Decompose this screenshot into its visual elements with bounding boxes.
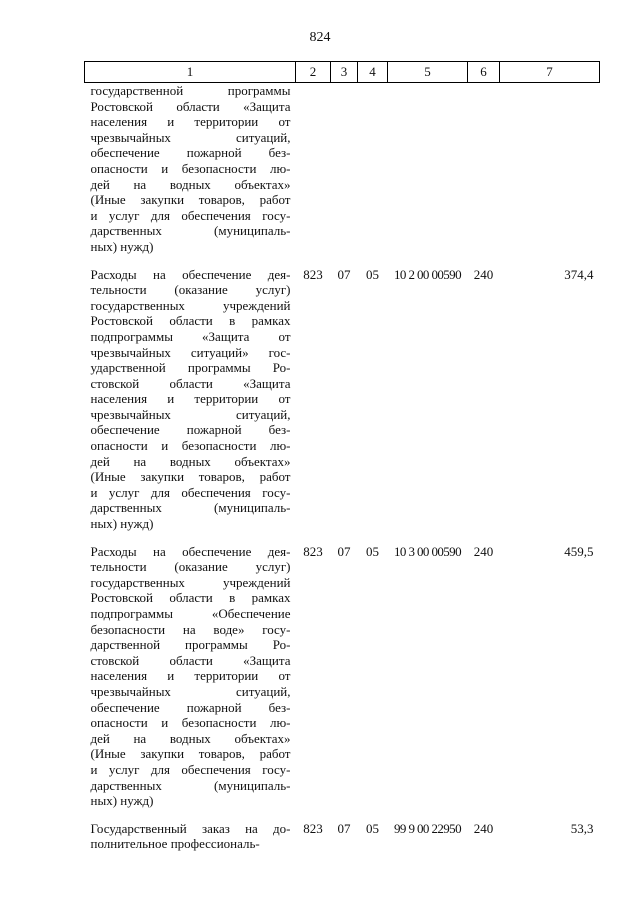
spacer-cell xyxy=(358,809,388,821)
description-line: ных) нужд) xyxy=(90,793,154,809)
word: от xyxy=(278,668,291,684)
word: на xyxy=(133,176,147,192)
word: Ростовской xyxy=(90,313,153,329)
description-line xyxy=(91,177,291,193)
table-row xyxy=(85,267,600,532)
word: Расходы xyxy=(90,266,137,282)
word: работ xyxy=(259,192,291,208)
word: рамках xyxy=(251,590,291,606)
word: на xyxy=(133,730,147,746)
word: обеспечения xyxy=(181,207,251,223)
word: закупки xyxy=(140,469,185,485)
cell-subsection xyxy=(358,83,388,255)
word: дея- xyxy=(267,543,291,559)
description-line xyxy=(91,590,291,606)
cell-target-code xyxy=(388,83,468,255)
word: населения xyxy=(90,668,148,684)
table-row xyxy=(85,821,600,852)
description-line xyxy=(91,391,291,407)
word: дарственных xyxy=(90,223,162,239)
word: территории xyxy=(194,114,259,130)
word: Государственный xyxy=(90,820,187,836)
description-line xyxy=(91,544,291,560)
description-line xyxy=(91,114,291,130)
word: заказ xyxy=(201,820,230,836)
word: и xyxy=(90,207,98,223)
word: на xyxy=(133,453,147,469)
cell-target-code: 99 9 00 22950 xyxy=(394,820,461,836)
spacer-cell xyxy=(85,809,296,821)
word: от xyxy=(278,391,291,407)
word: дарственных xyxy=(90,500,162,516)
word: для xyxy=(150,484,170,500)
word: услуг xyxy=(108,484,140,500)
word: для xyxy=(150,761,170,777)
description-line xyxy=(91,130,291,146)
word: области xyxy=(169,313,213,329)
word: «Обеспечение xyxy=(211,606,291,621)
word: и xyxy=(90,761,98,777)
header-row xyxy=(85,62,600,83)
description-line xyxy=(91,653,291,669)
row-spacer xyxy=(85,809,600,821)
word: «Защита xyxy=(243,375,291,391)
description-line xyxy=(91,746,291,762)
word: пожарной xyxy=(186,422,242,438)
description-line xyxy=(91,778,291,794)
description-line xyxy=(91,559,291,575)
word: опасности xyxy=(90,160,148,176)
spacer-cell xyxy=(331,809,358,821)
word: области xyxy=(176,98,220,114)
description-line xyxy=(91,821,291,837)
word: опасности xyxy=(90,715,148,731)
description-line xyxy=(91,606,291,622)
word: и xyxy=(167,668,175,684)
word: и xyxy=(167,114,175,130)
word: без- xyxy=(268,699,291,715)
description-line xyxy=(91,700,291,716)
word: (муниципаль- xyxy=(214,777,291,793)
word: дей xyxy=(90,176,110,192)
spacer-cell xyxy=(388,255,468,267)
word: чрезвычайных xyxy=(90,683,171,699)
row-spacer xyxy=(85,255,600,267)
word: безопасности xyxy=(90,621,166,637)
header-col-5: 5 xyxy=(388,62,468,83)
word: (муниципаль- xyxy=(214,500,291,516)
word: тельности xyxy=(90,559,147,575)
word: «Защита xyxy=(243,652,291,668)
word: подпрограммы xyxy=(90,606,173,621)
word: Расходы xyxy=(90,543,137,559)
word: Ростовской xyxy=(90,590,153,606)
word: тельности xyxy=(90,282,147,298)
spacer-cell xyxy=(331,255,358,267)
word: и xyxy=(90,484,98,500)
description-line xyxy=(91,407,291,423)
header-col-7: 7 xyxy=(500,62,600,83)
description-line xyxy=(91,438,291,454)
word: дей xyxy=(90,453,110,469)
description-line xyxy=(91,145,291,161)
spacer-cell xyxy=(500,255,600,267)
word: населения xyxy=(90,391,148,407)
word: стовской xyxy=(90,652,140,668)
description-line: полнительное профессиональ- xyxy=(90,836,260,852)
word: учреждений xyxy=(222,574,291,590)
word: в xyxy=(229,590,236,606)
word: государственных xyxy=(90,574,185,590)
word: и xyxy=(161,438,169,454)
description-line xyxy=(91,267,291,283)
word: населения xyxy=(90,114,148,130)
description-line xyxy=(91,454,291,470)
description-line xyxy=(91,99,291,115)
word: обеспечения xyxy=(181,761,251,777)
header-col-1: 1 xyxy=(85,62,296,83)
word: подпрограммы xyxy=(90,328,173,344)
word: чрезвычайных xyxy=(90,344,171,360)
cell-section: 07 xyxy=(337,543,351,559)
cell-expense-type: 240 xyxy=(473,820,494,836)
row-description xyxy=(85,821,296,852)
word: лю- xyxy=(269,160,291,176)
description-line xyxy=(91,329,291,345)
description-line xyxy=(91,208,291,224)
cell-amount: 374,4 xyxy=(564,266,594,282)
word: области xyxy=(169,590,213,606)
word: «Защита xyxy=(202,328,250,344)
cell-expense-type: 240 xyxy=(473,543,494,559)
description-line xyxy=(91,298,291,314)
budget-table xyxy=(84,61,600,852)
row-description xyxy=(85,267,296,532)
cell-section xyxy=(331,83,358,255)
description-line xyxy=(91,731,291,747)
word: дарственной xyxy=(90,637,161,653)
word: работ xyxy=(259,469,291,485)
page-number: 824 xyxy=(309,30,331,45)
description-line xyxy=(91,313,291,329)
word: водных xyxy=(169,730,211,746)
spacer-cell xyxy=(296,809,331,821)
word: учреждений xyxy=(222,297,291,313)
cell-section: 07 xyxy=(337,820,351,836)
spacer-cell xyxy=(296,255,331,267)
cell-amount: 53,3 xyxy=(570,820,594,836)
word: пожарной xyxy=(186,145,242,161)
word: дей xyxy=(90,730,110,746)
word: ситуаций» xyxy=(190,344,249,360)
word: ситуаций, xyxy=(236,406,291,422)
word: водных xyxy=(169,453,211,469)
header-col-2: 2 xyxy=(296,62,331,83)
spacer-cell xyxy=(296,532,331,544)
word: работ xyxy=(259,746,291,762)
description-line xyxy=(91,575,291,591)
cell-subsection: 05 xyxy=(366,820,379,836)
spacer-cell xyxy=(500,532,600,544)
word: стовской xyxy=(90,375,140,391)
word: области xyxy=(169,375,213,391)
word: товаров, xyxy=(198,469,245,485)
word: программы xyxy=(187,360,251,376)
word: товаров, xyxy=(198,746,245,762)
word: услуг) xyxy=(255,559,291,575)
word: программы xyxy=(185,637,248,653)
description-line xyxy=(91,360,291,376)
description-line xyxy=(91,762,291,778)
word: объектах» xyxy=(234,176,291,192)
word: госу- xyxy=(262,207,291,223)
word: закупки xyxy=(140,192,185,208)
description-line xyxy=(91,345,291,361)
table-row xyxy=(85,83,600,255)
header-col-3: 3 xyxy=(331,62,358,83)
word: безопасности xyxy=(181,438,257,454)
word: опасности xyxy=(90,438,148,454)
description-line xyxy=(91,376,291,392)
word: области xyxy=(169,652,213,668)
word: без- xyxy=(268,422,291,438)
word: обеспечения xyxy=(181,484,251,500)
cell-ministry xyxy=(296,83,331,255)
word: на xyxy=(182,621,196,637)
word: безопасности xyxy=(181,160,257,176)
word: Ро- xyxy=(272,637,291,653)
word: услуг xyxy=(108,761,140,777)
cell-expense-type xyxy=(468,83,500,255)
table-row xyxy=(85,544,600,809)
word: территории xyxy=(194,668,259,684)
word: обеспечение xyxy=(90,145,160,161)
word: дея- xyxy=(267,266,291,282)
description-line: ных) нужд) xyxy=(90,238,154,254)
word: пожарной xyxy=(186,699,242,715)
header-col-4: 4 xyxy=(358,62,388,83)
description-line xyxy=(91,485,291,501)
spacer-cell xyxy=(388,532,468,544)
word: товаров, xyxy=(198,192,245,208)
word: ударственной xyxy=(90,360,166,376)
word: (Иные xyxy=(90,746,126,762)
word: (Иные xyxy=(90,469,126,485)
spacer-cell xyxy=(358,532,388,544)
description-line xyxy=(91,469,291,485)
word: от xyxy=(278,114,291,130)
word: и xyxy=(167,391,175,407)
word: воде» xyxy=(213,621,245,637)
spacer-cell xyxy=(358,255,388,267)
word: ситуаций, xyxy=(236,129,291,145)
word: от xyxy=(278,328,291,344)
word: государственных xyxy=(90,297,185,313)
description-line xyxy=(91,422,291,438)
word: Ро- xyxy=(272,360,291,376)
word: лю- xyxy=(269,715,291,731)
cell-expense-type: 240 xyxy=(473,266,494,282)
cell-section: 07 xyxy=(337,266,351,282)
word: чрезвычайных xyxy=(90,129,171,145)
cell-ministry: 823 xyxy=(303,266,323,282)
word: программы xyxy=(227,83,291,98)
cell-amount: 459,5 xyxy=(564,543,594,559)
word: территории xyxy=(194,391,259,407)
row-description xyxy=(85,544,296,809)
word: обеспечение xyxy=(182,266,252,282)
word: чрезвычайных xyxy=(90,406,171,422)
row-spacer xyxy=(85,532,600,544)
word: (оказание xyxy=(174,282,228,298)
word: в xyxy=(229,313,236,329)
word: закупки xyxy=(140,746,185,762)
word: «Защита xyxy=(243,98,291,114)
word: без- xyxy=(268,145,291,161)
cell-target-code: 10 3 00 00590 xyxy=(394,543,461,559)
cell-target-code: 10 2 00 00590 xyxy=(394,266,461,282)
word: ситуаций, xyxy=(236,683,291,699)
description-line xyxy=(91,192,291,208)
word: госу- xyxy=(262,761,291,777)
word: дарственных xyxy=(90,777,162,793)
spacer-cell xyxy=(331,532,358,544)
header-col-6: 6 xyxy=(468,62,500,83)
word: обеспечение xyxy=(90,422,160,438)
word: безопасности xyxy=(181,715,257,731)
description-line: ных) нужд) xyxy=(90,516,154,532)
word: гос- xyxy=(268,344,291,360)
description-line xyxy=(91,161,291,177)
cell-subsection: 05 xyxy=(366,543,379,559)
word: (Иные xyxy=(90,192,126,208)
word: госу- xyxy=(262,621,291,637)
word: объектах» xyxy=(234,453,291,469)
description-line xyxy=(91,500,291,516)
description-line xyxy=(91,622,291,638)
word: на xyxy=(153,543,166,559)
spacer-cell xyxy=(468,809,500,821)
spacer-cell xyxy=(468,255,500,267)
word: на xyxy=(245,820,258,836)
word: Ростовской xyxy=(90,98,153,114)
word: до- xyxy=(273,820,291,836)
description-line xyxy=(91,637,291,653)
word: государственной xyxy=(90,83,184,98)
word: (муниципаль- xyxy=(214,223,291,239)
description-line xyxy=(91,83,291,99)
word: и xyxy=(161,715,169,731)
cell-ministry: 823 xyxy=(303,543,323,559)
word: услуг) xyxy=(255,282,291,298)
word: (оказание xyxy=(174,559,228,575)
word: лю- xyxy=(269,438,291,454)
description-line xyxy=(91,684,291,700)
word: и xyxy=(161,160,169,176)
word: обеспечение xyxy=(182,543,252,559)
word: на xyxy=(153,266,166,282)
description-line xyxy=(91,715,291,731)
description-line xyxy=(91,668,291,684)
spacer-cell xyxy=(85,532,296,544)
word: госу- xyxy=(262,484,291,500)
spacer-cell xyxy=(85,255,296,267)
word: обеспечение xyxy=(90,699,160,715)
word: рамках xyxy=(251,313,291,329)
word: водных xyxy=(169,176,211,192)
cell-amount xyxy=(500,83,600,255)
word: для xyxy=(150,207,170,223)
description-line xyxy=(91,223,291,239)
cell-subsection: 05 xyxy=(366,266,379,282)
word: услуг xyxy=(108,207,140,223)
spacer-cell xyxy=(388,809,468,821)
row-description xyxy=(85,83,296,255)
spacer-cell xyxy=(468,532,500,544)
word: объектах» xyxy=(234,730,291,746)
cell-ministry: 823 xyxy=(303,820,323,836)
spacer-cell xyxy=(500,809,600,821)
description-line xyxy=(91,282,291,298)
